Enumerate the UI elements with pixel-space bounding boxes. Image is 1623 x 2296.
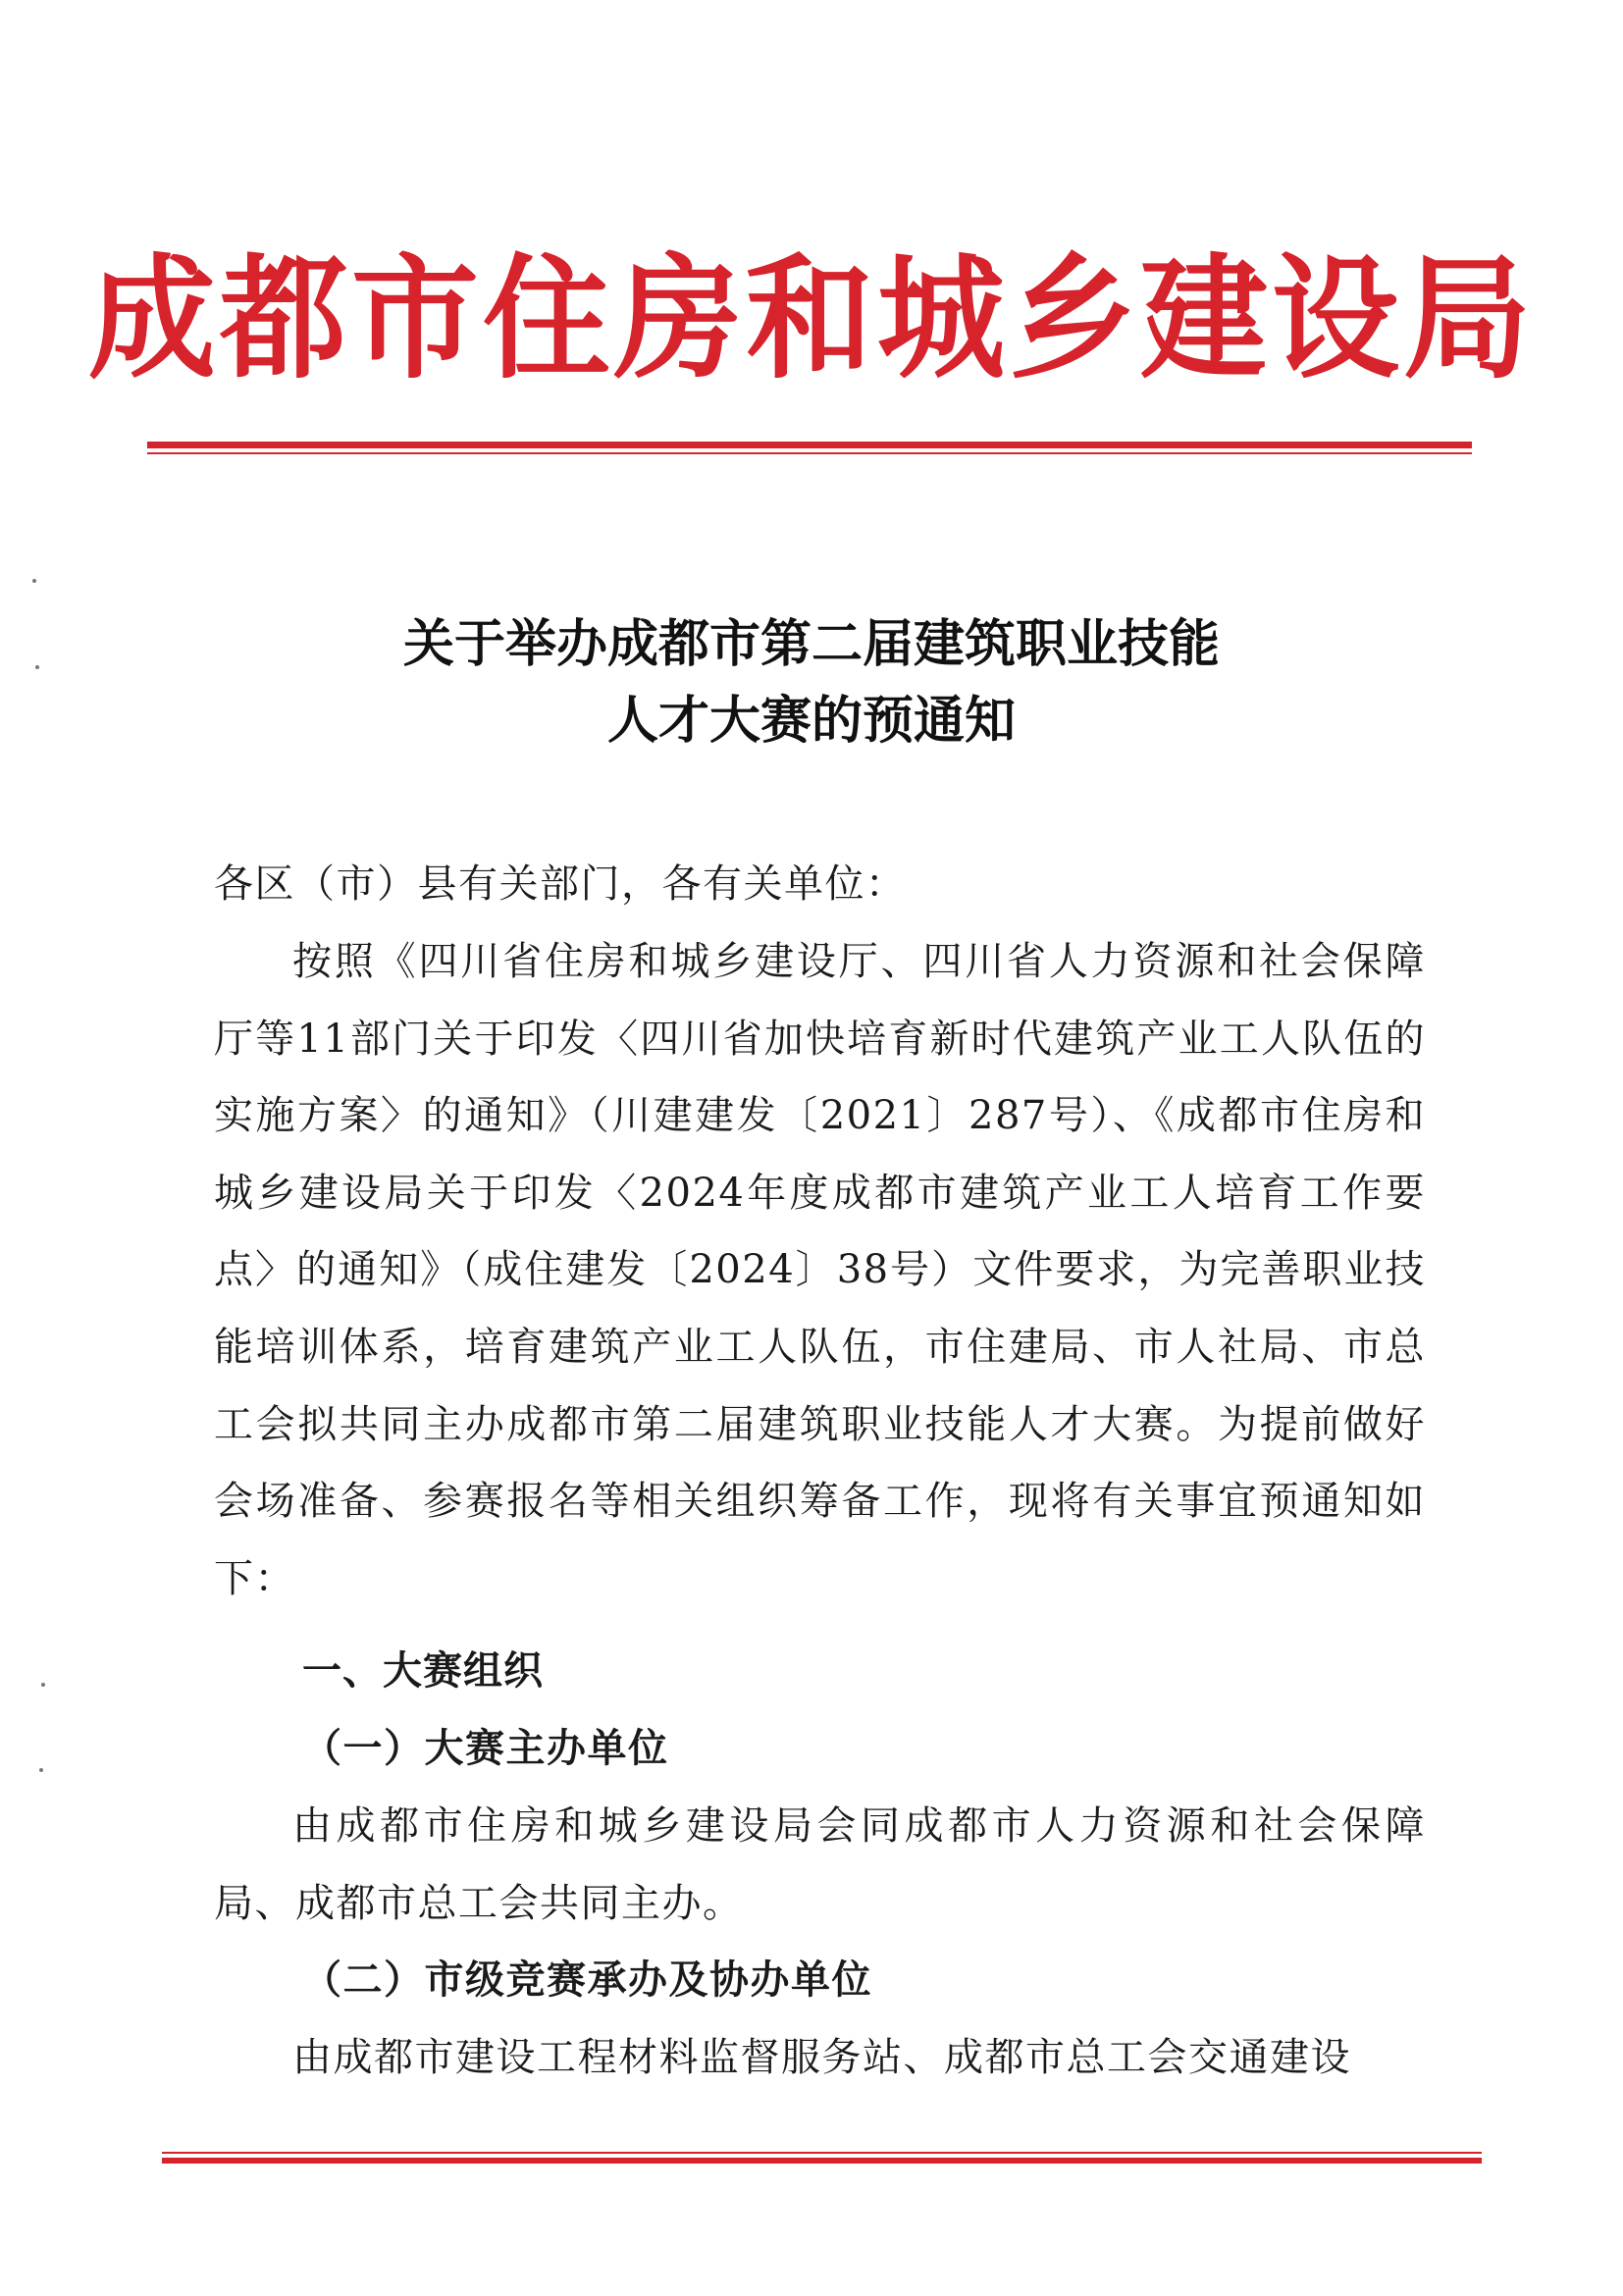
subsection-2-body	[214, 2019, 1426, 2097]
scan-speck	[35, 665, 39, 669]
scan-speck	[39, 1768, 43, 1772]
red-rule-top-thick	[147, 442, 1472, 448]
subsection-1-heading: （一）大赛主办单位	[302, 1725, 669, 1771]
salutation-text: 各区（市）县有关部门，各有关单位：	[214, 861, 907, 907]
section-1-heading: 一、大赛组织	[302, 1648, 544, 1694]
title-line-1: 关于举办成都市第二届建筑职业技能	[402, 614, 1220, 674]
subsection-2-heading: （二）市级竞赛承办及协办单位	[302, 1957, 872, 2003]
paragraph-1-text: 按照《四川省住房和城乡建设厅、四川省人力资源和社会保障厅等11部门关于印发〈四川省加快培育新时代建筑产业工人队伍的实施方案〉的通知》（川建建发〔2021〕287号）、《成都市住房和城乡建设局关于印发〈2024年度成都市建筑产业工人培育工作要点〉的通知》（成住建发〔2024〕38号）文件要求，为完善职业技能培训体系，培育建筑产业工人队伍，市住建局、市人社局、市总工会拟共同主办成都市第二届建筑职业技能人才大赛。为提前做好会场准备、参赛报名等相关组织筹备工作，现将有关事宜预通知如下：	[214, 939, 1426, 1601]
red-rule-top-thin	[147, 452, 1472, 454]
salutation	[214, 846, 1426, 923]
document-title	[0, 606, 1623, 759]
red-rule-bottom-thick	[162, 2158, 1482, 2164]
scan-speck	[32, 579, 36, 583]
paragraph-1	[214, 923, 1426, 1617]
masthead: 成都市住房和城乡建设局	[87, 240, 1535, 397]
scan-speck	[41, 1683, 45, 1687]
subsection-1-text: 由成都市住房和城乡建设局会同成都市人力资源和社会保障局、成都市总工会共同主办。	[214, 1803, 1426, 1926]
subsection-2-text: 由成都市建设工程材料监督服务站、成都市总工会交通建设	[292, 2035, 1351, 2080]
title-line-2: 人才大赛的预通知	[606, 691, 1016, 751]
red-rule-bottom-thin	[162, 2152, 1482, 2154]
subsection-1-body	[214, 1788, 1426, 1942]
